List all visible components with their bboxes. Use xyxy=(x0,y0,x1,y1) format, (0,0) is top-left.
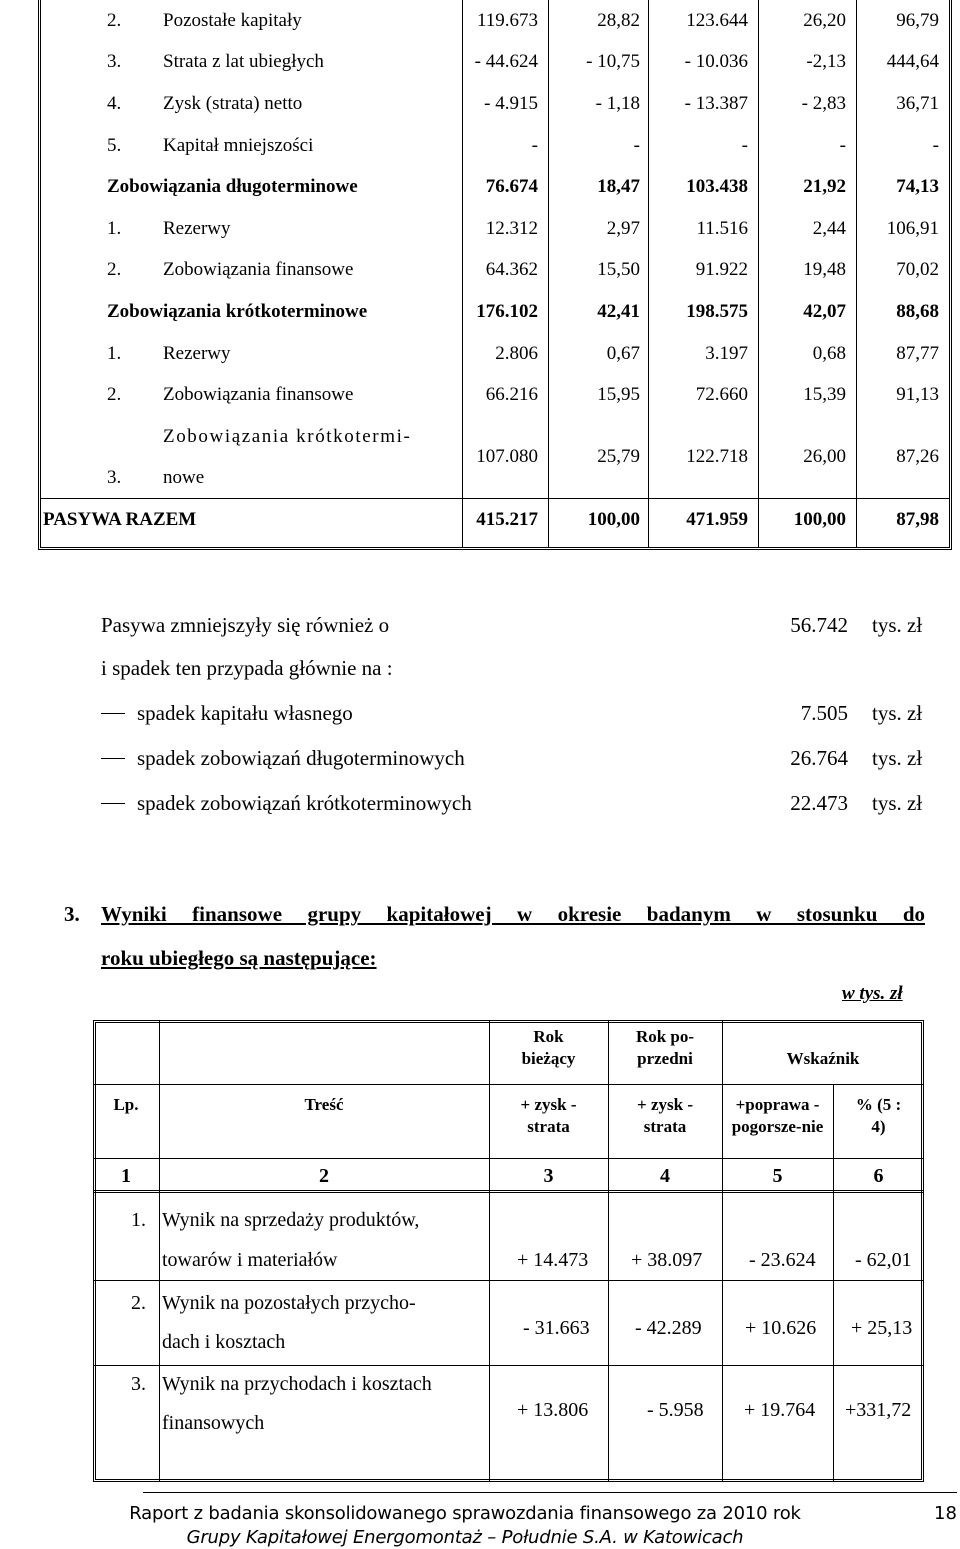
row-label: Zobowiązania krótkoterminowe xyxy=(107,300,368,322)
row-value: 64.362 xyxy=(485,259,538,281)
table-row xyxy=(41,208,949,250)
row-value: 26,00 xyxy=(803,445,846,467)
table-row xyxy=(41,0,949,42)
row-value: 11.516 xyxy=(696,217,748,239)
table-row xyxy=(41,374,949,416)
row-value: 21,92 xyxy=(803,176,846,198)
row-label: Wynik na sprzedaży produktów, xyxy=(162,1209,420,1231)
row-number: 1. xyxy=(107,217,122,239)
table-row xyxy=(41,291,949,333)
header-poprawa: +poprawa - pogorsze-nie xyxy=(731,1095,824,1136)
summary-line2: i spadek ten przypada głównie na : xyxy=(101,656,393,680)
table-row xyxy=(41,416,949,499)
row-value: 15,95 xyxy=(597,384,640,406)
column-number: 6 xyxy=(873,1165,884,1187)
row-value: 26,20 xyxy=(803,9,846,31)
header-wskaznik: Wskaźnik xyxy=(786,1049,860,1068)
summary-item: spadek kapitału własnego xyxy=(101,701,353,726)
section-title-line2: roku ubiegłego są następujące: xyxy=(101,946,377,970)
table-row xyxy=(41,125,949,167)
row-label: dach i kosztach xyxy=(162,1331,286,1353)
table-row xyxy=(41,166,949,208)
row-value: - xyxy=(839,134,846,156)
row-value: 100,00 xyxy=(548,498,648,540)
row-value: 28,82 xyxy=(597,9,640,31)
header-zysk-strata: + zysk - strata xyxy=(520,1095,577,1136)
table-row xyxy=(41,250,949,292)
row-value: + 14.473 xyxy=(517,1249,589,1271)
header-rok-biezacy: Rok bieżący xyxy=(521,1027,576,1068)
row-value: 91.922 xyxy=(695,259,748,281)
row-value: 91,13 xyxy=(896,384,939,406)
row-value: - 44.624 xyxy=(474,51,538,73)
row-label: towarów i materiałów xyxy=(162,1249,338,1271)
dash-bullet-icon xyxy=(101,803,125,804)
row-value: - 13.387 xyxy=(684,92,748,114)
column-divider xyxy=(648,0,649,547)
column-number: 1 xyxy=(121,1165,131,1187)
row-label-text: Rezerwy xyxy=(163,217,231,239)
row-value: 15,39 xyxy=(803,384,846,406)
header-zysk-strata: + zysk - strata xyxy=(637,1095,693,1136)
row-value: 72.660 xyxy=(695,384,748,406)
row-number: 2. xyxy=(107,9,122,31)
row-value: 87,98 xyxy=(856,498,949,540)
row-label: Wynik na przychodach i kosztach xyxy=(162,1373,432,1395)
row-value: 2,97 xyxy=(606,217,640,239)
row-number: 2. xyxy=(107,384,122,406)
row-value: 18,47 xyxy=(597,176,640,198)
row-value: 2.806 xyxy=(495,342,538,364)
summary-unit: tys. zł xyxy=(872,746,923,770)
row-label-text: Zysk (strata) netto xyxy=(163,92,303,114)
header-lp: Lp. xyxy=(113,1095,139,1114)
summary-item-value: 26.764 xyxy=(790,746,848,770)
row-value: - 10,75 xyxy=(586,51,640,73)
row-value: 66.216 xyxy=(485,384,538,406)
row-value: 0,68 xyxy=(812,342,846,364)
row-number: 4. xyxy=(107,92,122,114)
row-value: - 1,18 xyxy=(595,92,640,114)
row-value: + 10.626 xyxy=(745,1317,817,1339)
row-value: - xyxy=(633,134,640,156)
table-row xyxy=(41,333,949,375)
summary-unit: tys. zł xyxy=(872,701,923,725)
page-number: 18 xyxy=(934,1503,957,1524)
row-value: + 13.806 xyxy=(517,1399,589,1421)
row-value: 42,41 xyxy=(597,300,640,322)
row-number: 2. xyxy=(131,1292,146,1314)
summary-item-value: 22.473 xyxy=(790,791,848,815)
row-value: - 23.624 xyxy=(749,1249,816,1271)
row-value: 100,00 xyxy=(758,498,856,540)
row-value: + 38.097 xyxy=(631,1249,703,1271)
row-value: 70,02 xyxy=(896,259,939,281)
row-value: 103.438 xyxy=(686,176,748,198)
row-value: + 25,13 xyxy=(851,1317,913,1339)
row-value: 87,77 xyxy=(896,342,939,364)
row-value: 444,64 xyxy=(886,51,939,73)
row-value: 3.197 xyxy=(705,342,748,364)
row-value: 107.080 xyxy=(476,445,538,467)
row-label-text: Kapitał mniejszości xyxy=(163,134,314,156)
row-label-text: Pozostałe kapitały xyxy=(163,9,302,31)
row-value: - xyxy=(741,134,748,156)
row-number: 1. xyxy=(131,1209,146,1231)
results-table xyxy=(93,1020,924,1482)
row-label xyxy=(41,250,462,292)
row-label-text: Zobowiązania krótkotermi- xyxy=(163,425,412,447)
row-value: 119.673 xyxy=(476,9,538,31)
row-label-text: Zobowiązania finansowe xyxy=(163,259,354,281)
row-value: 88,68 xyxy=(896,300,939,322)
row-number: 5. xyxy=(107,134,122,156)
row-value: 87,26 xyxy=(896,445,939,467)
row-label-text: Strata z lat ubiegłych xyxy=(163,51,324,73)
column-number: 4 xyxy=(660,1165,670,1187)
row-value: 0,67 xyxy=(606,342,640,364)
row-value: 415.217 xyxy=(462,498,548,540)
row-label xyxy=(41,125,462,167)
row-number: 2. xyxy=(107,259,122,281)
header-rok-poprzedni: Rok po-przedni xyxy=(635,1027,695,1068)
row-label: Wynik na pozostałych przycho- xyxy=(162,1292,416,1314)
row-value: - 2,83 xyxy=(801,92,846,114)
row-value: 12.312 xyxy=(485,217,538,239)
row-value: 96,79 xyxy=(896,9,939,31)
column-number: 3 xyxy=(543,1165,554,1187)
row-label xyxy=(41,0,462,42)
row-label-text: Zobowiązania finansowe xyxy=(163,384,354,406)
row-label xyxy=(41,374,462,416)
table-row xyxy=(41,498,949,540)
row-number: 3. xyxy=(107,51,122,73)
row-label xyxy=(41,42,462,84)
row-value: 25,79 xyxy=(597,445,640,467)
row-value: - xyxy=(531,134,538,156)
row-label xyxy=(41,208,462,250)
row-value: + 19.764 xyxy=(744,1399,816,1421)
row-label: Zobowiązania długoterminowe xyxy=(107,176,358,198)
summary-item: spadek zobowiązań długoterminowych xyxy=(101,746,465,771)
summary-unit: tys. zł xyxy=(872,791,923,815)
row-value: 36,71 xyxy=(896,92,939,114)
summary-item: spadek zobowiązań krótkoterminowych xyxy=(101,791,472,816)
row-label-text: nowe xyxy=(163,466,205,488)
row-value: - 62,01 xyxy=(855,1249,912,1271)
header-procent: % (5 : 4) xyxy=(855,1095,902,1136)
column-divider xyxy=(548,0,549,547)
row-number: 3. xyxy=(131,1373,146,1395)
row-value: - 31.663 xyxy=(523,1317,590,1339)
row-label: finansowych xyxy=(162,1412,265,1434)
summary-item-value: 7.505 xyxy=(800,701,848,725)
row-label-text: Rezerwy xyxy=(163,342,231,364)
row-value: 19,48 xyxy=(803,259,846,281)
row-number: 3. xyxy=(107,466,122,488)
row-value: 106,91 xyxy=(886,217,939,239)
column-divider xyxy=(758,0,759,547)
summary-unit: tys. zł xyxy=(872,613,923,637)
row-label xyxy=(41,83,462,125)
footer-line2: Grupy Kapitałowej Energomontaż – Południe S.A. w Katowicach xyxy=(186,1527,744,1548)
header-tresc: Treść xyxy=(304,1095,344,1114)
row-value: 74,13 xyxy=(896,176,939,198)
row-value: - 42.289 xyxy=(635,1317,702,1339)
summary-line1-value: 56.742 xyxy=(790,613,848,637)
column-number: 2 xyxy=(319,1165,329,1187)
summary-line1: Pasywa zmniejszyły się również o xyxy=(101,613,390,637)
row-value: 2,44 xyxy=(812,217,846,239)
row-value: - 5.958 xyxy=(647,1399,704,1421)
table-row xyxy=(41,42,949,84)
row-value: 123.644 xyxy=(686,9,748,31)
dash-bullet-icon xyxy=(101,758,125,759)
row-number: 1. xyxy=(107,342,122,364)
column-divider xyxy=(856,0,857,547)
column-divider xyxy=(462,0,463,547)
row-value: 471.959 xyxy=(648,498,758,540)
row-value: 198.575 xyxy=(686,300,748,322)
row-value: 176.102 xyxy=(476,300,538,322)
row-label xyxy=(41,416,462,499)
table-row xyxy=(41,83,949,125)
row-value: -2,13 xyxy=(806,51,846,73)
footer-divider xyxy=(143,1492,957,1493)
row-value: - xyxy=(932,134,939,156)
row-label: PASYWA RAZEM xyxy=(41,498,462,540)
row-label xyxy=(41,333,462,375)
footer-line1: Raport z badania skonsolidowanego sprawozdania finansowego za 2010 rok xyxy=(129,1503,801,1524)
section-number: 3. xyxy=(64,902,80,926)
row-value: - 10.036 xyxy=(684,51,748,73)
row-value: 122.718 xyxy=(686,445,748,467)
row-value: - 4.915 xyxy=(484,92,538,114)
balance-table xyxy=(38,0,952,550)
row-value: 15,50 xyxy=(597,259,640,281)
dash-bullet-icon xyxy=(101,713,125,714)
section-title-line1: Wyniki finansowe grupy kapitałowej w okresie badanym w stosunku do xyxy=(101,902,925,926)
row-value: 42,07 xyxy=(803,300,846,322)
unit-note: w tys. zł xyxy=(842,983,903,1004)
row-value: 76.674 xyxy=(485,176,538,198)
column-number: 5 xyxy=(772,1165,783,1187)
row-value: +331,72 xyxy=(845,1399,912,1421)
